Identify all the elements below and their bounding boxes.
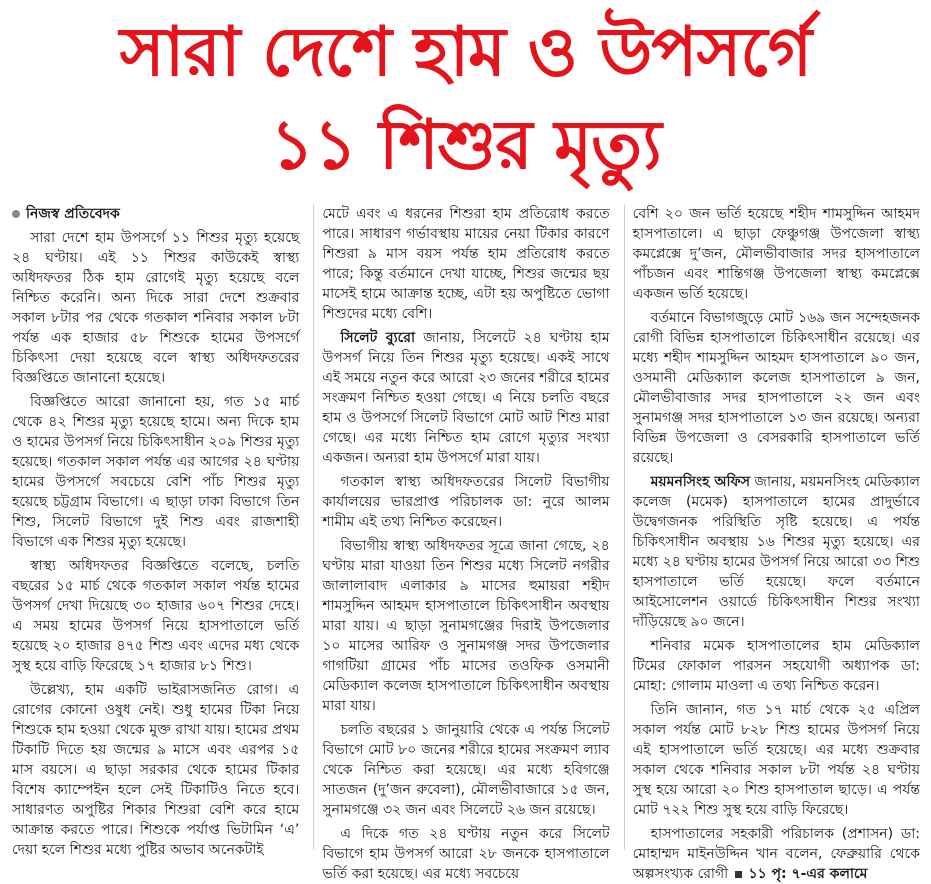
bullet-icon <box>12 210 20 218</box>
paragraph <box>322 536 609 716</box>
paragraph-text: স্বাস্থ্য অধিদফতর বিজ্ঞপ্তিতে বলেছে, চলতি বছরের ১৫ মার্চ থেকে গতকাল সকাল পর্যন্ত হামের উপসর্গ দেখা দিয়েছে ৩০ হাজার ৬০৭ শিশুর দেহে। এ সময় হামের উপসর্গ নিয়ে হাসপাতালে ভর্তি হয়েছে ২০ হাজার ৪৭৫ শিশু এবং এদের মধ্য থেকে সুস্থ হয়ে বাড়ি ফিরেছে ১৭ হাজার ৮১ শিশু। <box>12 558 300 674</box>
continued-jump-line: ১১ পৃ: ৭-এর কলামে <box>743 866 868 882</box>
paragraph <box>12 228 299 388</box>
paragraph-text: বেশি ২০ জন ভর্তি হয়েছে শহীদ শামসুদ্দিন আহমদ হাসপাতালে। এ ছাড়া ফেঞ্চুগঞ্জ উপজেলা স্বাস্থ্য কমপ্লেক্সে দু’জন, মৌলভীবাজার সদর হাসপাতালে পাঁচজন এবং শান্তিগঞ্জ উপজেলা স্বাস্থ্য কমপ্লেক্সে একজন ভর্তি হয়েছে। <box>632 206 920 302</box>
headline <box>0 6 931 192</box>
paragraph-text: জানায়, সিলেটে ২৪ ঘণ্টায় হাম উপসর্গ নিয়ে তিন শিশুর মৃত্যু হয়েছে। একই সাথে এই সময়ে নতুন করে আরো ২৩ জনের শরীরে হামের সংক্রমণ নিশ্চিত হওয়া গেছে। এ নিয়ে চলতি বছরে হাম ও উপসর্গে সিলেট বিভাগে মোট আট শিশু মারা গেছে। এর মধ্যে নিশ্চিত হাম রোগে মৃত্যুর সংখ্যা একজন। অন্যরা হাম উপসর্গে মারা যায়। <box>322 330 610 466</box>
paragraph <box>633 308 920 468</box>
byline <box>12 204 299 224</box>
article-body <box>12 204 920 882</box>
jump-marker-icon <box>735 871 742 878</box>
paragraph-text: এ দিকে গত ২৪ ঘণ্টায় নতুন করে সিলেট বিভাগে হাম উপসর্গ আরো ২৮ জনকে হাসপাতালে ভর্তি করা হয়েছে। এর মধ্যে সবচেয়ে <box>322 826 610 882</box>
paragraph <box>633 700 920 820</box>
paragraph <box>12 556 299 676</box>
byline-text: নিজস্ব প্রতিবেদক <box>26 206 120 222</box>
paragraph-text: মেটে এবং এ ধরনের শিশুরা হাম প্রতিরোধ করতে পারে। সাধারণ গর্ভাবস্থায় মায়ের নেয়া টিকার কারণে শিশুরা ৯ মাস বয়স পর্যন্ত হাম প্রতিরোধ করতে পারে; কিন্তু বর্তমানে দেখা যাচ্ছে, শিশুর জন্মের ছয় মাসেই হামে আক্রান্ত হচ্ছে, এটা হয় অপুষ্টিতে ভোগা শিশুদের মধ্যে বেশি। <box>322 206 610 322</box>
paragraph-text: সারা দেশে হাম উপসর্গে ১১ শিশুর মৃত্যু হয়েছে ২৪ ঘণ্টায়। এই ১১ শিশুর কাউকেই স্বাস্থ্য অধিদফতর ঠিক হাম রোগেই মৃত্যু হয়েছে বলে নিশ্চিত করেনি। অন্য দিকে সারা দেশে শুক্রবার সকাল ৮টার পর থেকে গতকাল শনিবার সকাল ৮টা পর্যন্ত এক হাজার ৫৮ শিশুকে হামের উপসর্গে চিকিৎসা দেয়া হয়েছে বলে স্বাস্থ্য অধিদফতরের বিজ্ঞপ্তিতে জানানো হয়েছে। <box>12 230 300 386</box>
paragraph-text: বিভাগীয় স্বাস্থ্য অধিদফতর সূত্রে জানা গেছে, ২৪ ঘণ্টায় মারা যাওয়া তিন শিশুর মধ্যে সিলেট নগরীর জালালাবাদ এলাকার ৯ মাসের হুমায়রা শহীদ শামসুদ্দিন আহমদ হাসপাতালে চিকিৎসাধীন অবস্থায় মারা যায়। এ ছাড়া সুনামগঞ্জের দিরাই উপজেলার ১০ মাসের আরিফ ও সুনামগঞ্জ সদর উপজেলার গাগটিয়া গ্রামের পাঁচ মাসের তওফিক ওসমানী মেডিক্যাল কলেজ হাসপাতালে চিকিৎসাধীন অবস্থায় মারা যায়। <box>322 538 610 714</box>
dateline: ময়মনসিংহ অফিস <box>650 474 750 490</box>
paragraph-text: শনিবার মমেক হাসপাতালের হাম মেডিক্যাল টিমের ফোকাল পারসন সহযোগী অধ্যাপক ডা: মোহা: গোলাম মাওলা এ তথ্য নিশ্চিত করেন। <box>632 638 920 694</box>
paragraph-text: তিনি জানান, গত ১৭ মার্চ থেকে ২৫ এপ্রিল সকাল পর্যন্ত মোট ৮২৮ শিশু হামের উপসর্গ নিয়ে এই হাসপাতালে ভর্তি হয়েছে। এর মধ্যে শুক্রবার সকাল থেকে শনিবার সকাল ৮টা পর্যন্ত ২৪ ঘণ্টায় সুস্থ হয়ে আরো ২০ শিশু হাসপাতাল ছাড়ে। এ পর্যন্ত মোট ৭২২ শিশু সুস্থ হয়ে বাড়ি ফিরেছে। <box>632 702 920 818</box>
column-2 <box>313 204 610 882</box>
paragraph-text: বর্তমানে বিভাগজুড়ে মোট ১৬৯ জন সন্দেহজনক রোগী বিভিন্ন হাসপাতালে চিকিৎসাধীন রয়েছে। এর মধ্যে শহীদ শামসুদ্দিন আহমদ হাসপাতালে ৯০ জন, ওসমানী মেডিক্যাল কলেজ হাসপাতালে ৯ জন, মৌলভীবাজার সদর হাসপাতালে ২২ জন এবং সুনামগঞ্জ সদর হাসপাতালে ১৩ জন রয়েছে। অন্যরা বিভিন্ন উপজেলা ও বেসরকারি হাসপাতালে ভর্তি রয়েছে। <box>632 310 920 466</box>
paragraph <box>633 824 920 884</box>
paragraph-text: জানায়, ময়মনসিংহ মেডিক্যাল কলেজ (মমেক) হাসপাতালে হামের প্রাদুর্ভাবে উদ্বেগজনক পরিস্থিতি সৃষ্টি হয়েছে। এ পর্যন্ত চিকিৎসাধীন অবস্থায় ১৬ শিশুর মৃত্যু হয়েছে। এর মধ্যে ২৪ ঘণ্টায় হামের উপসর্গ নিয়ে আরো ৩৩ শিশু হাসপাতালে ভর্তি হয়েছে। ফলে বর্তমানে আইসোলেশন ওয়ার্ডে চিকিৎসাধীন শিশুর সংখ্যা দাঁড়িয়েছে ৯০ জনে। <box>632 474 920 630</box>
paragraph <box>633 204 920 304</box>
headline-line-1: সারা দেশে হাম ও উপসর্গে <box>119 13 812 92</box>
paragraph-text: গতকাল স্বাস্থ্য অধিদফতরের সিলেট বিভাগীয় কার্যালয়ের ভারপ্রাপ্ত পরিচালক ডা: নুরে আলম শামীম এই তথ্য নিশ্চিত করেছেন। <box>322 474 610 530</box>
paragraph-text: চলতি বছরের ১ জানুয়ারি থেকে এ পর্যন্ত সিলেট বিভাগে মোট ৮০ জনের শরীরে হামের সংক্রমণ ল্যাব থেকে নিশ্চিত করা হয়েছে। এর মধ্যে হবিগঞ্জে সাতজন (দু’জন রুবেলা), মৌলভীবাজারে ১৫ জন, সুনামগঞ্জে ৩২ জন এবং সিলেটে ২৬ জন রয়েছে। <box>322 722 610 818</box>
paragraph <box>322 824 609 884</box>
paragraph <box>633 472 920 632</box>
paragraph-text: বিজ্ঞপ্তিতে আরো জানানো হয়, গত ১৫ মার্চ থেকে ৪২ শিশুর মৃত্যু হয়েছে হামে। অন্য দিকে হাম ও হামের উপসর্গ নিয়ে চিকিৎসাধীন ২০৯ শিশুর মৃত্যু হয়েছে। গতকাল সকাল পর্যন্ত এর আগের ২৪ ঘণ্টায় হামের উপসর্গে সবচেয়ে বেশি পাঁচ শিশুর মৃত্যু হয়েছে চট্টগ্রাম বিভাগে। এ ছাড়া ঢাকা বিভাগে তিন শিশু, সিলেট বিভাগে দুই শিশু এবং রাজশাহী বিভাগে এক শিশুর মৃত্যু হয়েছে। <box>12 394 300 550</box>
paragraph <box>633 636 920 696</box>
paragraph-text: হাসপাতালের সহকারী পরিচালক (প্রশাসন) ডা: মোহাম্মদ মাইনউদ্দিন খান বলেন, ফেব্রুয়ারি থেকে অল্পসংখ্যক রোগী <box>632 826 920 882</box>
paragraph-text: উল্লেখ্য, হাম একটি ভাইরাসজনিত রোগ। এ রোগের কোনো ওষুধ নেই। শুধু হামের টিকা নিয়ে শিশুকে হাম হওয়া থেকে মুক্ত রাখা যায়। হামের প্রথম টিকাটি দিতে হয় জন্মের ৯ মাসে এবং এরপর ১৫ মাস বয়সে। এ ছাড়া সরকার থেকে হামের টিকার বিশেষ ক্যাম্পেইন হলে সেই টিকাটিও নিতে হবে। সাধারণত অপুষ্টির শিকার শিশুরা বেশি করে হামে আক্রান্ত করতে পারে। শিশুকে পর্যাপ্ত ভিটামিন ‘এ’ দেয়া হলে শিশুর মধ্যে পুষ্টির অভাব অনেকটাই <box>12 682 300 858</box>
paragraph <box>322 720 609 820</box>
paragraph <box>322 472 609 532</box>
column-1 <box>12 204 300 858</box>
paragraph <box>322 204 609 324</box>
headline-line-2: ১১ শিশুর মৃত্যু <box>270 106 661 185</box>
paragraph <box>322 328 609 468</box>
dateline: সিলেট ব্যুরো <box>340 330 416 346</box>
column-3 <box>624 204 920 882</box>
paragraph <box>12 680 299 860</box>
paragraph <box>12 392 299 552</box>
